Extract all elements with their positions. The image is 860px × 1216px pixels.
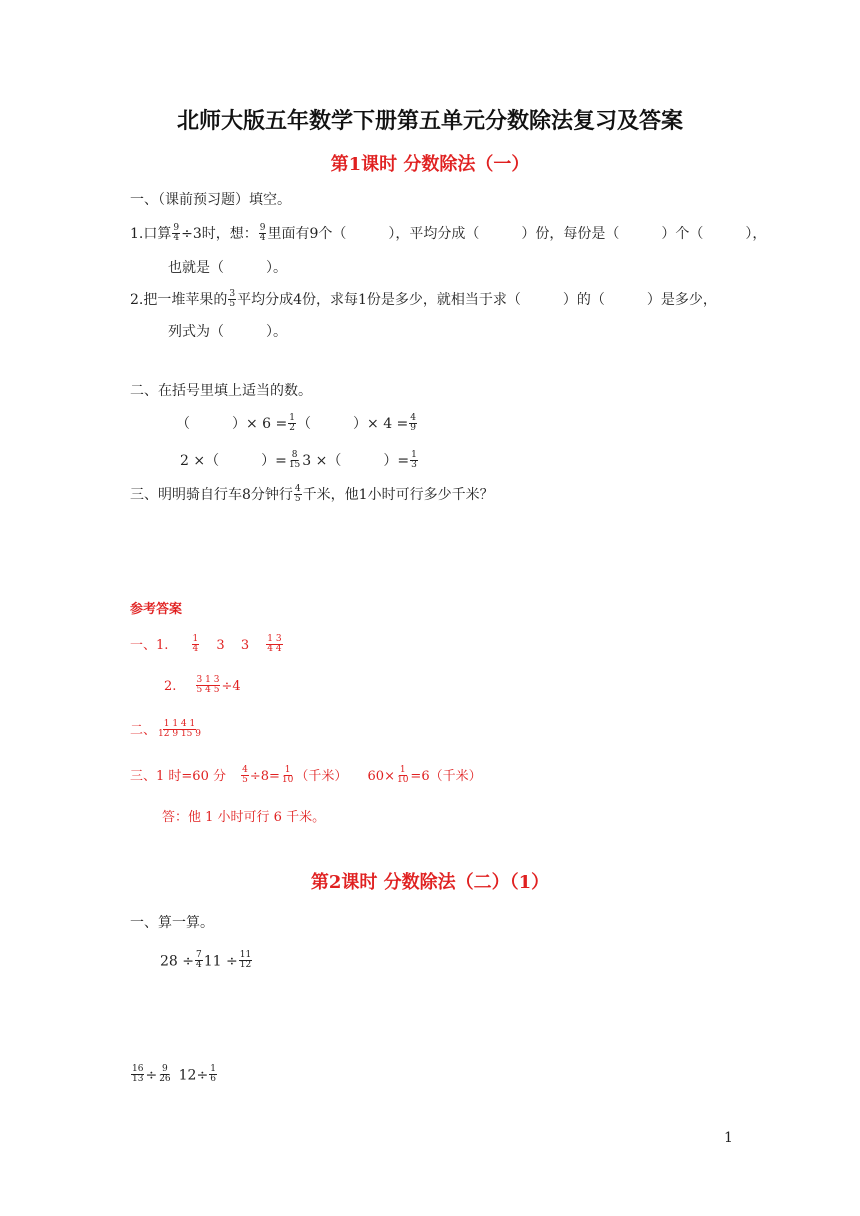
document-title: 北师大版五年数学下册第五单元分数除法复习及答案: [176, 108, 683, 134]
denominator: 13: [132, 1074, 144, 1084]
fraction: [172, 224, 180, 243]
numerator: 1: [210, 1064, 216, 1074]
denominator: 4: [259, 232, 266, 243]
numerator: 1: [192, 634, 199, 644]
fraction: [209, 1065, 217, 1084]
part2-row1: [176, 413, 418, 434]
fraction: [158, 1065, 171, 1084]
denominator: 12: [239, 960, 252, 970]
numerator: 3: [229, 288, 236, 299]
answer-2: [164, 677, 241, 696]
denominator: 10: [281, 775, 294, 785]
lesson2-heading: 第2课时 分数除法（二）（1）: [310, 872, 550, 893]
lesson2-part1-label: 一、算一算。: [130, 915, 214, 931]
answers-heading: 参考答案: [130, 602, 183, 617]
denominator: 6: [210, 1074, 216, 1084]
answer-1: [130, 634, 284, 655]
numerator: 9: [162, 1064, 168, 1074]
lesson2-row1: [160, 952, 253, 971]
fraction: [409, 414, 417, 433]
answer-label: 二、: [130, 723, 157, 738]
answer-label: 一、1.: [130, 638, 169, 653]
numerator: 1 3: [267, 634, 282, 644]
fraction: [410, 451, 418, 470]
numerator: 4: [410, 412, 417, 423]
answer-text: ÷8=: [249, 769, 280, 784]
q2-text-b: 平均分成4份，求每1份是多少，就相当于求（ ）的（ ）是多少，: [237, 292, 717, 308]
denominator: 5: [242, 775, 248, 785]
question-text: 千米，他1小时可行多少千米？: [302, 487, 494, 503]
numerator: 4: [294, 483, 301, 494]
fraction: [281, 766, 294, 785]
numerator: 1: [411, 449, 417, 460]
lesson2-row2: [130, 1066, 218, 1085]
question-1: [130, 223, 766, 244]
numerator: 8: [291, 449, 298, 460]
fraction: [266, 635, 282, 654]
lesson1-heading: 第1课时 分数除法（一）: [330, 154, 530, 175]
lesson1-part1-label: 一、（课前预习题）填空。: [130, 192, 291, 208]
numerator: 9: [173, 222, 180, 233]
denominator: 15: [288, 459, 301, 470]
fraction: [294, 485, 302, 504]
denominator: 3: [411, 459, 417, 470]
denominator: 5: [294, 493, 301, 504]
question-text: 三、明明骑自行车8分钟行: [130, 487, 293, 503]
question-2: [130, 289, 717, 310]
q1-text-b: ÷3时，想：: [181, 226, 258, 242]
lesson1-part2-label: 二、在括号里填上适当的数。: [130, 383, 312, 399]
fraction: [131, 1065, 144, 1084]
answer-text: =6（千米）: [410, 769, 482, 784]
denominator: 9: [410, 422, 417, 433]
denominator: 2: [289, 422, 296, 433]
expr-text: 2 ×（ ）=: [180, 453, 287, 469]
answer-5: 答：他 1 小时可行 6 千米。: [162, 810, 326, 825]
expr-text: 12÷: [178, 1067, 209, 1084]
expr-text: 11 ÷: [203, 953, 238, 970]
answer-text: ÷4: [221, 679, 241, 694]
answer-value: 3: [240, 638, 250, 653]
q1-text-c: 里面有9个（ ），平均分成（ ）份，每份是（ ）个（ ），: [267, 226, 767, 242]
fraction: [396, 766, 409, 785]
part3-question: [130, 484, 494, 505]
denominator: 4: [192, 644, 199, 654]
answer-text: 60×: [367, 769, 395, 784]
answer-text: 三、1 时=60 分: [130, 769, 226, 784]
denominator: 4 4: [267, 644, 282, 654]
answer-value: 3: [216, 638, 225, 653]
denominator: 26: [159, 1074, 171, 1084]
fraction: [195, 951, 203, 970]
denominator: 4: [173, 232, 180, 243]
q2-text-a: 2.把一堆苹果的: [130, 292, 228, 308]
fraction: [241, 766, 249, 785]
answer-label: 2.: [164, 679, 177, 694]
fraction: [228, 290, 236, 309]
numerator: 11: [239, 950, 252, 960]
denominator: 5: [229, 298, 236, 309]
q1-line2: 也就是（ ）。: [168, 260, 287, 276]
part2-row2: [180, 450, 419, 471]
q1-text-a: 1.口算: [130, 226, 172, 242]
fraction: [288, 414, 296, 433]
numerator: 4: [242, 765, 248, 775]
fraction: [157, 720, 202, 739]
denominator: 10: [396, 775, 409, 785]
numerator: 3 1 3: [196, 675, 220, 685]
fraction: [196, 676, 221, 695]
numerator: 16: [132, 1064, 144, 1074]
answer-text: （千米）: [295, 769, 348, 784]
page-number: 1: [724, 1130, 733, 1146]
denominator: 5 4 5: [196, 685, 220, 695]
denominator: 4: [196, 960, 202, 970]
fraction: [192, 635, 200, 654]
expr-text: 28 ÷: [160, 953, 194, 970]
expr-text: 3 ×（ ）=: [302, 453, 410, 469]
answer-4: [130, 765, 482, 786]
fraction: [288, 451, 301, 470]
fraction: [259, 224, 267, 243]
expr-text: （ ）× 6 =: [176, 416, 288, 432]
expr-text: ÷: [145, 1067, 158, 1084]
numerator: 7: [196, 950, 202, 960]
numerator: 1: [399, 765, 406, 775]
numerator: 1: [284, 765, 291, 775]
answer-3: [130, 719, 203, 740]
numerator: 1: [289, 412, 296, 423]
numerator: 9: [259, 222, 266, 233]
fraction: [239, 951, 252, 970]
numerator: 1 1 4 1: [163, 719, 196, 729]
denominator: 12 9 15 9: [158, 729, 201, 739]
expr-text: （ ）× 4 =: [297, 416, 409, 432]
q2-line2: 列式为（ ）。: [168, 324, 287, 340]
